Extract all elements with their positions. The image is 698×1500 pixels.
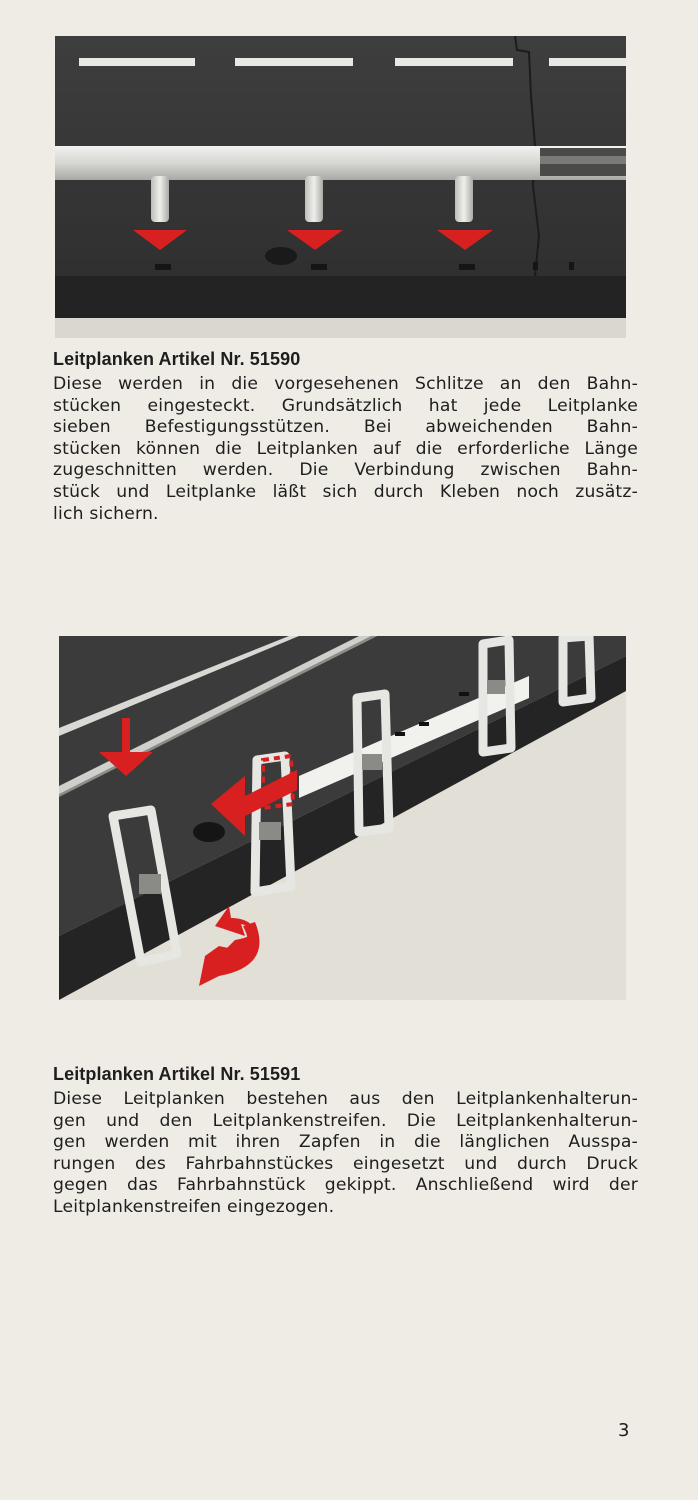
body-line: Diese Leitplanken bestehen aus den Leitplankenhalterun-	[53, 1089, 638, 1109]
article-51590-section	[53, 348, 638, 525]
page-number: 3	[618, 1420, 630, 1441]
article-51590-heading: Leitplanken Artikel Nr. 51590	[53, 349, 301, 369]
guardrail-51590-photo	[55, 36, 626, 338]
article-51591-description	[53, 1089, 638, 1219]
article-51591-heading: Leitplanken Artikel Nr. 51591	[53, 1064, 301, 1084]
article-51590-description	[53, 374, 638, 525]
body-line: gegen das Fahrbahnstück gekippt. Anschließend wird der	[53, 1175, 638, 1196]
body-line: lich sichern.	[53, 503, 159, 524]
article-51591-section	[53, 1063, 638, 1219]
body-line: stück und Leitplanke läßt sich durch Kleben noch zusätz-	[53, 481, 638, 502]
body-line: sieben Befestigungsstützen. Bei abweichenden Bahn-	[53, 417, 638, 438]
body-line: gen und den Leitplankenstreifen. Die Leitplankenhalterun-	[53, 1110, 638, 1131]
body-line: zugeschnitten werden. Die Verbindung zwischen Bahn-	[53, 460, 638, 481]
body-line: Diese werden in die vorgesehenen Schlitze an den Bahn-	[53, 374, 638, 394]
body-line: gen werden mit ihren Zapfen in die länglichen Ausspa-	[53, 1132, 638, 1153]
body-line: stücken können die Leitplanken auf die erforderliche Länge	[53, 438, 638, 459]
body-line: Leitplankenstreifen eingezogen.	[53, 1196, 335, 1217]
body-line: rungen des Fahrbahnstückes eingesetzt und durch Druck	[53, 1153, 638, 1174]
body-line: stücken eingesteckt. Grundsätzlich hat jede Leitplanke	[53, 395, 638, 416]
guardrail-51591-photo	[59, 636, 626, 1000]
